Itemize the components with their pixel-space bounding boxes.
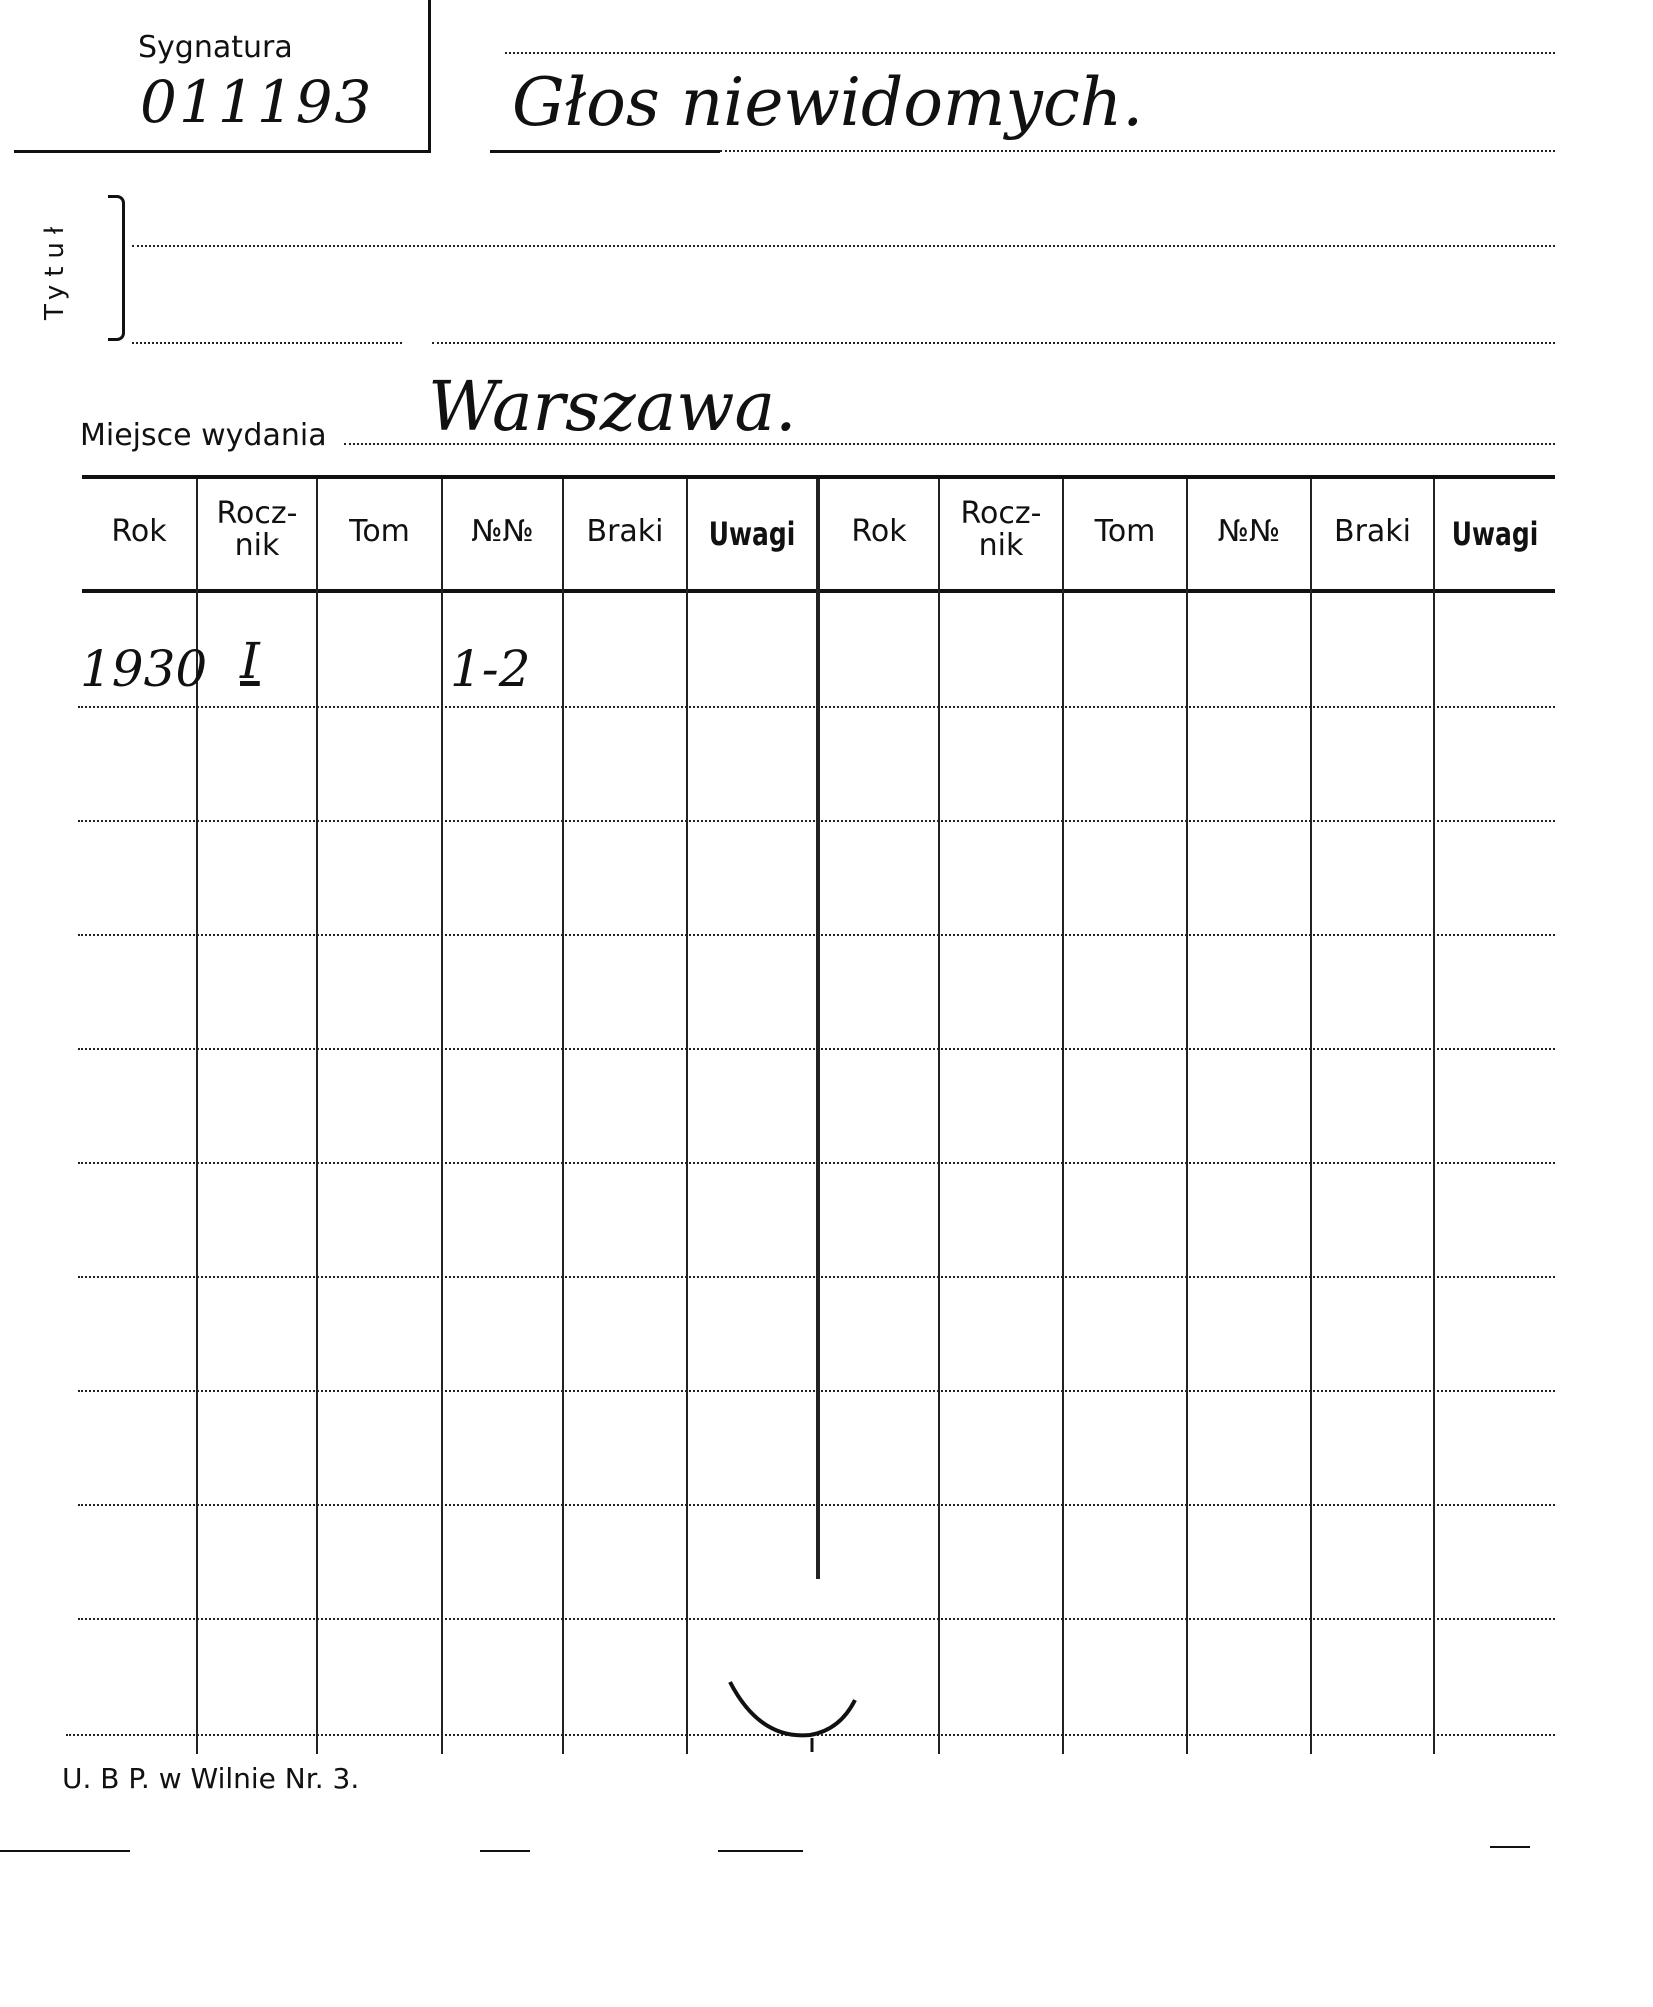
header-uwagi: Uwagi — [708, 515, 796, 553]
header-tom: Tom — [349, 514, 410, 549]
printer-imprint: U. B P. w Wilnie Nr. 3. — [62, 1762, 360, 1795]
card-bottom-edge-4 — [1490, 1846, 1530, 1848]
miejsce-label: Miejsce wydania — [80, 418, 327, 453]
title-handwritten: Głos niewidomych. — [512, 64, 1144, 141]
tytul-label: Tytuł — [40, 218, 70, 320]
header-rok-2: Rok — [851, 514, 907, 549]
card-bottom-edge-3 — [718, 1850, 803, 1852]
sygnatura-label: Sygnatura — [138, 30, 293, 65]
row-1-numery: 1-2 — [450, 640, 531, 698]
card-bottom-edge-2 — [480, 1850, 530, 1852]
sygnatura-value: 011193 — [140, 68, 374, 136]
row-1-rocznik: I — [240, 632, 260, 690]
header-uwagi-2: Uwagi — [1451, 515, 1539, 553]
miejsce-value: Warszawa. — [428, 368, 797, 447]
header-rocznik: Rocz- nik — [216, 496, 298, 563]
header-numery-2: №№ — [1217, 514, 1281, 549]
header-numery: №№ — [471, 514, 534, 549]
header-braki: Braki — [586, 514, 664, 549]
header-rocznik-2: Rocz- nik — [960, 496, 1042, 563]
header-braki-2: Braki — [1333, 514, 1411, 549]
card-bottom-edge-1 — [0, 1850, 130, 1852]
header-rok: Rok — [111, 514, 167, 549]
row-1-rok: 1930 — [80, 640, 208, 698]
header-tom-2: Tom — [1094, 514, 1156, 549]
